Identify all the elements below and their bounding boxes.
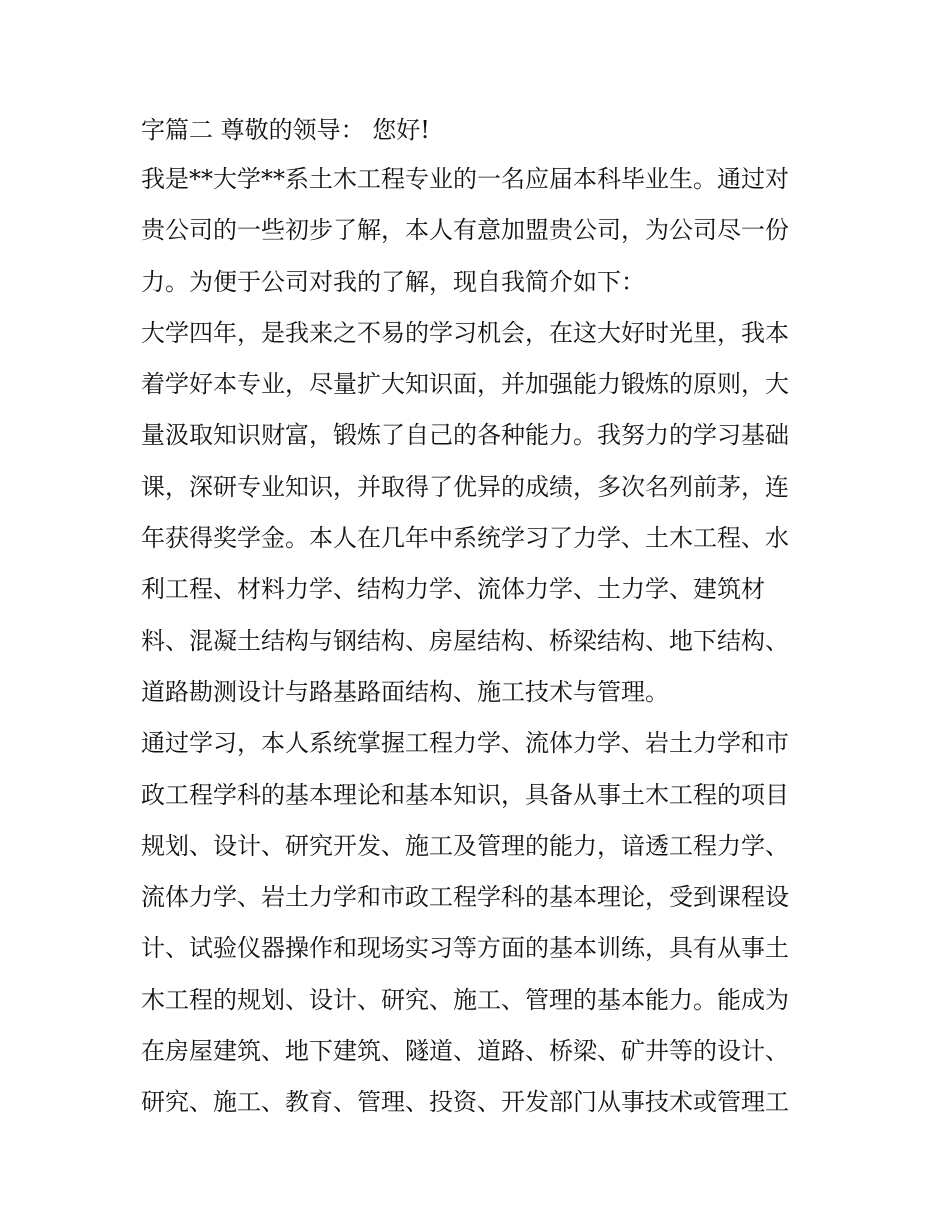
text-line: 贵公司的一些初步了解，本人有意加盟贵公司，为公司尽一份 [141,216,789,245]
text-line: 木工程的规划、设计、研究、施工、管理的基本能力。能成为 [141,985,789,1014]
document-body [141,106,817,1129]
text-line: 大学四年，是我来之不易的学习机会，在这大好时光里，我本 [141,318,789,347]
text-line: 研究、施工、教育、管理、投资、开发部门从事技术或管理工 [141,1088,789,1117]
text-line: 力。为便于公司对我的了解，现自我简介如下： [141,267,645,296]
text-line: 课，深研专业知识，并取得了优异的成绩，多次名列前茅，连 [141,472,789,501]
text-line: 料、混凝土结构与钢结构、房屋结构、桥梁结构、地下结构、 [141,626,789,655]
text-line: 我是**大学**系土木工程专业的一名应届本科毕业生。通过对 [141,165,789,193]
text-line: 计、试验仪器操作和现场实习等方面的基本训练，具有从事土 [141,934,789,963]
text-line: 着学好本专业，尽量扩大知识面，并加强能力锻炼的原则，大 [141,370,789,399]
text-line: 规划、设计、研究开发、施工及管理的能力，谙透工程力学、 [141,831,789,860]
document-heading: 字篇二 尊敬的领导： 您好! [141,116,430,144]
text-line: 在房屋建筑、地下建筑、隧道、道路、桥梁、矿井等的设计、 [141,1037,789,1066]
text-line: 利工程、材料力学、结构力学、流体力学、土力学、建筑材 [141,575,765,604]
text-line: 流体力学、岩土力学和市政工程学科的基本理论，受到课程设 [141,883,789,912]
text-line: 政工程学科的基本理论和基本知识，具备从事土木工程的项目 [141,780,789,809]
text-line: 道路勘测设计与路基路面结构、施工技术与管理。 [141,677,669,706]
text-line: 量汲取知识财富，锻炼了自己的各种能力。我努力的学习基础 [141,421,789,450]
text-line: 通过学习，本人系统掌握工程力学、流体力学、岩土力学和市 [141,729,789,758]
text-line: 年获得奖学金。本人在几年中系统学习了力学、土木工程、水 [141,524,789,553]
